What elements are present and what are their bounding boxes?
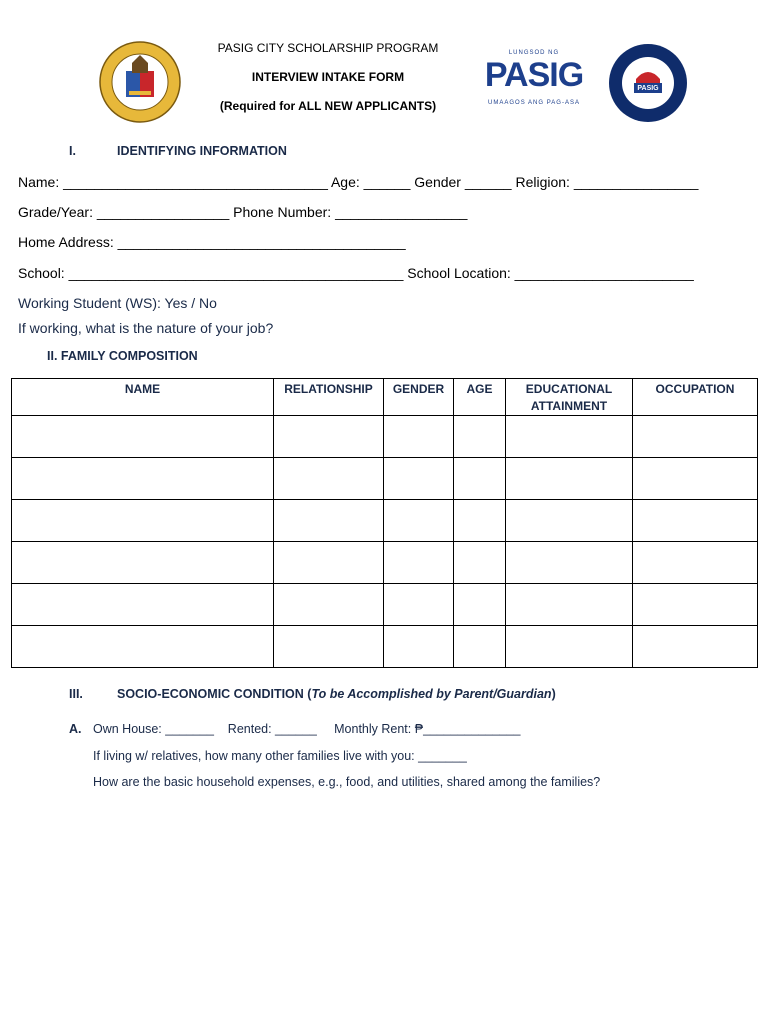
table-cell[interactable] (454, 500, 506, 542)
table-cell[interactable] (274, 416, 384, 458)
home-address-line[interactable]: Home Address: _____________________________________ (18, 234, 406, 250)
table-cell[interactable] (454, 584, 506, 626)
brand-tagline: UMAAGOS ANG PAG-ASA (488, 100, 580, 106)
table-cell[interactable] (384, 416, 454, 458)
table-cell[interactable] (633, 542, 758, 584)
section-3-title-prefix: SOCIO-ECONOMIC CONDITION ( (117, 687, 312, 701)
section-3-title-italic: To be Accomplished by Parent/Guardian (311, 687, 552, 701)
table-row (12, 500, 758, 542)
section-3-title-suffix: ) (551, 687, 556, 701)
school-location-line[interactable]: School: ___________________________________________ School Location: _______________________ (18, 265, 694, 281)
table-cell[interactable] (454, 458, 506, 500)
column-header-name: NAME (12, 379, 274, 416)
pasig-city-seal-logo (99, 41, 181, 123)
table-cell[interactable] (506, 416, 633, 458)
item-a-letter: A. (69, 722, 82, 736)
brand-top-text: LUNGSOD NG (508, 50, 560, 56)
household-expenses-question: How are the basic household expenses, e.g., food, and utilities, shared among the families? (93, 775, 601, 789)
lungsod-ng-pasig-logo (484, 50, 584, 114)
table-cell[interactable] (274, 458, 384, 500)
table-row (12, 416, 758, 458)
table-cell[interactable] (454, 416, 506, 458)
column-header-age: AGE (454, 379, 506, 416)
section-3-number: III. (69, 687, 83, 701)
section-2-title: II. FAMILY COMPOSITION (47, 349, 198, 363)
name-age-gender-religion-line[interactable]: Name: __________________________________ Age: ______ Gender ______ Religion: ________________ (18, 174, 699, 190)
table-cell[interactable] (506, 458, 633, 500)
table-cell[interactable] (274, 626, 384, 668)
section-1-number: I. (69, 144, 76, 158)
column-header-occupation: OCCUPATION (633, 379, 758, 416)
table-cell[interactable] (454, 542, 506, 584)
table-row (12, 584, 758, 626)
table-cell[interactable] (506, 626, 633, 668)
table-cell[interactable] (12, 416, 274, 458)
scholarship-program-badge-logo (608, 43, 688, 123)
table-cell[interactable] (633, 584, 758, 626)
form-title: INTERVIEW INTAKE FORM (251, 70, 405, 84)
table-cell[interactable] (384, 584, 454, 626)
table-cell[interactable] (12, 626, 274, 668)
housing-line[interactable]: Own House: _______ Rented: ______ Monthly Rent: ₱______________ (93, 722, 521, 736)
table-cell[interactable] (384, 542, 454, 584)
working-student-line[interactable]: Working Student (WS): Yes / No (18, 295, 217, 311)
table-row (12, 626, 758, 668)
table-cell[interactable] (274, 500, 384, 542)
job-nature-question: If working, what is the nature of your job? (18, 320, 274, 336)
table-cell[interactable] (633, 626, 758, 668)
table-cell[interactable] (274, 542, 384, 584)
section-3-title (117, 687, 556, 701)
program-title: PASIG CITY SCHOLARSHIP PROGRAM (217, 41, 439, 55)
table-cell[interactable] (384, 500, 454, 542)
table-cell[interactable] (506, 542, 633, 584)
table-cell[interactable] (506, 584, 633, 626)
table-cell[interactable] (274, 584, 384, 626)
table-cell[interactable] (454, 626, 506, 668)
section-1-title: IDENTIFYING INFORMATION (117, 144, 287, 158)
column-header-educational-attainment: EDUCATIONAL ATTAINMENT (506, 379, 633, 416)
column-header-relationship: RELATIONSHIP (274, 379, 384, 416)
table-cell[interactable] (12, 500, 274, 542)
column-header-gender: GENDER (384, 379, 454, 416)
table-row (12, 458, 758, 500)
table-cell[interactable] (384, 458, 454, 500)
table-cell[interactable] (633, 458, 758, 500)
brand-wordmark: PASIG (484, 56, 584, 94)
table-cell[interactable] (384, 626, 454, 668)
family-composition-table (11, 378, 758, 668)
table-cell[interactable] (633, 416, 758, 458)
table-cell[interactable] (633, 500, 758, 542)
table-cell[interactable] (12, 584, 274, 626)
table-cell[interactable] (12, 458, 274, 500)
relatives-families-line[interactable]: If living w/ relatives, how many other families live with you: _______ (93, 749, 467, 763)
table-row (12, 542, 758, 584)
table-cell[interactable] (506, 500, 633, 542)
form-requirement-note: (Required for ALL NEW APPLICANTS) (219, 99, 437, 113)
grade-phone-line[interactable]: Grade/Year: _________________ Phone Number: _________________ (18, 204, 468, 220)
table-cell[interactable] (12, 542, 274, 584)
badge-center-text: PASIG (637, 85, 659, 92)
